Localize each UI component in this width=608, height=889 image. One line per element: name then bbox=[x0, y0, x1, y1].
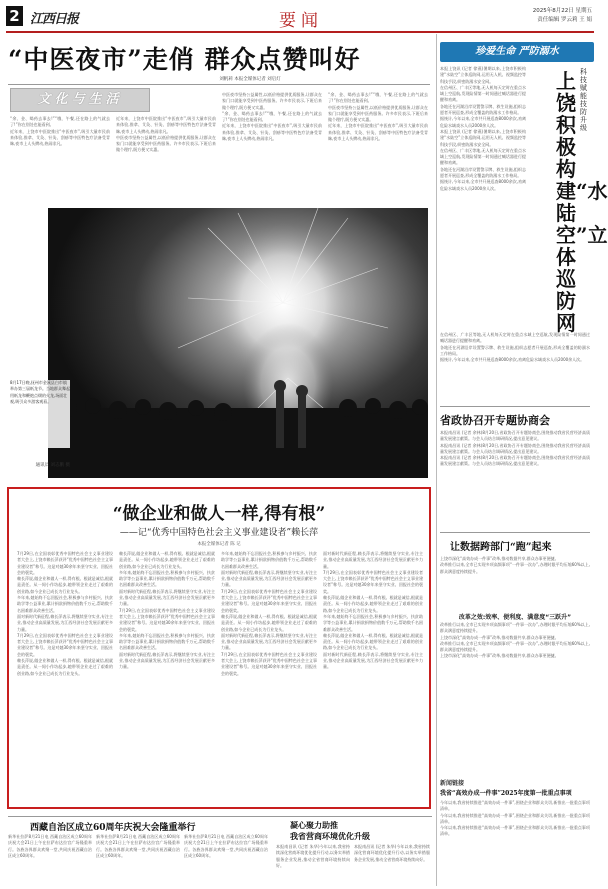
lead-paragraph: 近年来，上饶市中医院推出“中医夜市”,吸引大量市民前来体验,推拿、艾灸、针灸、刮痧等中医特色疗法备受青睐,夜市上人头攒动,热闹非凡。 bbox=[328, 123, 428, 142]
reform-subhead: 改革之效:效率、便利度、满意度“三跃升” bbox=[458, 614, 572, 621]
feature-paragraph: 面对新时代新征程,赖长萍表示,将继续坚守实业,专注主业,推动企业高质量发展,为江西经济社会发展贡献更多力量。 bbox=[119, 588, 215, 607]
right-intro-col bbox=[440, 66, 526, 328]
feature-paragraph: 赖长萍说,做企业和做人一样,得有根。根就是诚信,根就是责任。从一间小作坊起步,她带领企业走过了艰难的创业路,如今企业已成长为行业龙头。 bbox=[119, 551, 215, 569]
feature-paragraph: 多年来,她始终不忘回报社会,积极参与乡村振兴、扶贫助学等公益事业,累计捐款捐物价值数千万元,帮助数千名困难群众改善生活。 bbox=[221, 551, 317, 569]
right-paragraph: 本报上饶讯 (记者 徐燕)暑期以来,上饶市积极构建“水陆空”立体巡防网,运用无人机、视频监控等科技手段,织密防溺水安全网。 bbox=[440, 66, 526, 84]
lead-paragraph: 中医夜市坚持公益属性,以低价格提供优质服务,让群众在家门口就能享受到中医药服务。许多市民表示,下班后来做个理疗,既方便又实惠。 bbox=[328, 104, 428, 123]
news-link-paragraph: 今年以来,我省持续推进“高效办成一件事”,围绕企业和群众关切,新推出一批重点事项清单。 bbox=[440, 812, 590, 824]
feature-paragraph: 7月29日,在全国表彰优秀中国特色社会主义事业建设者大会上,上饶市赖长萍获评“优秀中国特色社会主义事业建设者”称号。这是对她30余年来坚守实业、回报社会的褒奖。 bbox=[323, 569, 423, 594]
right-body-col bbox=[440, 332, 590, 402]
lead-text-col-2 bbox=[116, 116, 216, 206]
right-side-tag: 科技赋能 技防升级 bbox=[580, 68, 587, 132]
feature-paragraph: 多年来,她始终不忘回报社会,积极参与乡村振兴、扶贫助学等公益事业,累计捐款捐物价值数千万元,帮助数千名困难群众改善生活。 bbox=[119, 632, 215, 651]
feature-paragraph: 赖长萍说,做企业和做人一样,得有根。根就是诚信,根就是责任。从一间小作坊起步,她带领企业走过了艰难的创业路,如今企业已成长为行业龙头。 bbox=[323, 595, 423, 613]
bottom-left-text-3 bbox=[184, 834, 268, 886]
lead-paragraph: 近年来，上饶市中医院推出“中医夜市”,吸引大量市民前来体验,推拿、艾灸、针灸、刮痧等中医特色疗法备受青睐,夜市上人头攒动,热闹非凡。 bbox=[10, 128, 110, 147]
bottom-left-paragraph: 新华社拉萨8月21日电 西藏自治区成立60周年庆祝大会21日上午在拉萨布达拉宫广场隆重举行。各族各界群众欢聚一堂,共同庆祝西藏自治区成立60周年。 bbox=[184, 834, 268, 858]
date-line: 2025年8月22日 星期五 bbox=[532, 8, 592, 14]
feature-text-col-2 bbox=[119, 551, 215, 805]
photo-caption bbox=[10, 380, 70, 448]
right-paragraph: 本报上饶讯 (记者 徐燕)暑期以来,上饶市积极构建“水陆空”立体巡防网,运用无人机、视频监控等科技手段,织密防溺水安全网。 bbox=[440, 128, 526, 147]
sparks-graphic bbox=[48, 208, 428, 478]
lead-paragraph: “余、金、喝药去事去!”“哦，午餐,还在路上的气就去了!”你在别处也能看到。 bbox=[10, 116, 110, 128]
reform-headline: 让数据跨部门“跑”起来 bbox=[450, 542, 552, 553]
feature-paragraph: 面对新时代新征程,赖长萍表示,将继续坚守实业,专注主业,推动企业高质量发展,为江西经济社会发展贡献更多力量。 bbox=[119, 651, 215, 670]
right-paragraph: 各地还在河湖沿岸设置警示牌、救生设施,组织志愿者开展巡查,形成全覆盖的防溺水工作格局。 bbox=[440, 166, 526, 179]
news-link-label: 新闻链接 bbox=[440, 780, 465, 787]
feature-paragraph: 7月29日,在全国表彰优秀中国特色社会主义事业建设者大会上,上饶市赖长萍获评“优秀中国特色社会主义事业建设者”称号。这是对她30余年来坚守实业、回报社会的褒奖。 bbox=[221, 651, 317, 676]
lead-text-col-4 bbox=[328, 92, 428, 206]
masthead-rule bbox=[6, 31, 594, 33]
feature-paragraph: 赖长萍说,做企业和做人一样,得有根。根就是诚信,根就是责任。从一间小作坊起步,她带领企业走过了艰难的创业路,如今企业已成长为行业龙头。 bbox=[17, 576, 113, 594]
right-rule-1 bbox=[440, 406, 590, 407]
photo-caption-text: 8月17日晚,抚州市金溪县白市镇举办第三届纸龙节。当地群众舞起用纸龙和鞭炮点缀的火龙,场面壮观,吸引众多游客观看。 bbox=[10, 380, 70, 404]
consult-headline: 省政协召开专题协商会 bbox=[440, 414, 550, 427]
lead-text-col-1 bbox=[10, 116, 110, 206]
feature-paragraph: 多年来,她始终不忘回报社会,积极参与乡村振兴、扶贫助学等公益事业,累计捐款捐物价值数千万元,帮助数千名困难群众改善生活。 bbox=[119, 569, 215, 588]
feature-text-col-4 bbox=[323, 551, 423, 805]
reform-text-2 bbox=[440, 622, 590, 772]
right-paragraph: 各地还在河湖沿岸设置警示牌、救生设施,组织志愿者开展巡查,形成全覆盖的防溺水工作格局。 bbox=[440, 103, 526, 116]
reform-paragraph: 改革推行以来,全市已实现多项高频事项“一件事一次办”,办理时限平均压缩60%以上,群众满意度持续提升。 bbox=[440, 640, 590, 653]
bottom-left-headline: 西藏自治区成立60周年庆祝大会隆重举行 bbox=[30, 823, 196, 833]
bottom-mid-text-1 bbox=[276, 844, 350, 886]
feature-paragraph: 赖长萍说,做企业和做人一样,得有根。根就是诚信,根就是责任。从一间小作坊起步,她带领企业走过了艰难的创业路,如今企业已成长为行业龙头。 bbox=[323, 632, 423, 651]
right-paragraph: 各地还在河湖沿岸设置警示牌、救生设施,组织志愿者开展巡查,形成全覆盖的防溺水工作格局。 bbox=[440, 344, 590, 356]
right-paragraph: 在信州区、广丰区等地,无人机每天定时在重点水域上空巡航,发现险情第一时间通过喊话器进行提醒和劝离。 bbox=[440, 84, 526, 103]
right-paragraph: 在信州区、广丰区等地,无人机每天定时在重点水域上空巡航,发现险情第一时间通过喊话器进行提醒和劝离。 bbox=[440, 147, 526, 166]
fire-dragon-photo bbox=[48, 208, 428, 478]
right-paragraph: 据统计,今年以来,全市共开展巡查8000余次,劝离危险水域戏水人员2000余人次。 bbox=[440, 179, 526, 191]
reform-paragraph: 改革推行以来,全市已实现多项高频事项“一件事一次办”,办理时限平均压缩60%以上,群众满意度持续提升。 bbox=[440, 562, 590, 574]
lead-headline: “中医夜市”走俏 群众点赞叫好 bbox=[8, 45, 361, 74]
masthead bbox=[6, 4, 594, 30]
feature-subheadline: ——记“优秀中国特色社会主义事业建设者”赖长萍 bbox=[119, 528, 319, 538]
bottom-left-paragraph: 新华社拉萨8月21日电 西藏自治区成立60周年庆祝大会21日上午在拉萨布达拉宫广场隆重举行。各族各界群众欢聚一堂,共同庆祝西藏自治区成立60周年。 bbox=[96, 834, 180, 858]
feature-box bbox=[7, 487, 431, 809]
lead-rule bbox=[8, 84, 430, 85]
feature-paragraph: 面对新时代新征程,赖长萍表示,将继续坚守实业,专注主业,推动企业高质量发展,为江西经济社会发展贡献更多力量。 bbox=[221, 632, 317, 651]
paper-name: 江西日报 bbox=[30, 12, 79, 27]
consult-text bbox=[440, 430, 590, 526]
feature-paragraph: 7月29日,在全国表彰优秀中国特色社会主义事业建设者大会上,上饶市赖长萍获评“优秀中国特色社会主义事业建设者”称号。这是对她30余年来坚守实业、回报社会的褒奖。 bbox=[17, 632, 113, 657]
feature-paragraph: 7月29日,在全国表彰优秀中国特色社会主义事业建设者大会上,上饶市赖长萍获评“优秀中国特色社会主义事业建设者”称号。这是对她30余年来坚守实业、回报社会的褒奖。 bbox=[17, 551, 113, 575]
lead-paragraph: “余、金、喝药去事去!”“哦，午餐,还在路上的气就去了!”你在别处也能看到。 bbox=[328, 92, 428, 104]
lead-paragraph: 近年来，上饶市中医院推出“中医夜市”,吸引大量市民前来体验,推拿、艾灸、针灸、刮痧等中医特色疗法备受青睐,夜市上人头攒动,热闹非凡。 bbox=[116, 116, 216, 134]
feature-text-col-1 bbox=[17, 551, 113, 805]
reform-paragraph: 上饶市深化“高效办成一件事”改革,推动数据共享,群众办事更便捷。 bbox=[440, 634, 559, 640]
feature-paragraph: 面对新时代新征程,赖长萍表示,将继续坚守实业,专注主业,推动企业高质量发展,为江西经济社会发展贡献更多力量。 bbox=[17, 613, 113, 632]
bottom-left-text-1 bbox=[8, 834, 92, 886]
feature-headline: “做企业和做人一样,得有根” bbox=[112, 504, 326, 524]
lead-byline: 刘帆莉 本报全媒体记者 刘启灯 bbox=[219, 77, 281, 82]
feature-paragraph: 7月29日,在全国表彰优秀中国特色社会主义事业建设者大会上,上饶市赖长萍获评“优秀中国特色社会主义事业建设者”称号。这是对她30余年来坚守实业、回报社会的褒奖。 bbox=[119, 607, 215, 632]
right-paragraph: 据统计,今年以来,全市共开展巡查8000余次,劝离危险水域戏水人员2000余人次。 bbox=[440, 357, 585, 363]
bottom-mid-paragraph: 本报南昌讯 (记者 朱华)今年以来,我省持续深化营商环境优化提升行动,以务实举措服务企业发展,推动全省营商环境持续向好。 bbox=[354, 844, 430, 862]
consult-paragraph: 本报南昌讯 (记者 余林)8月20日,省政协召开专题协商会,围绕推动我省民营经济高质量发展建言献策。与会人员结合调研情况,提出意见建议。 bbox=[440, 442, 590, 454]
right-rule-2 bbox=[440, 532, 590, 533]
bottom-mid-text-2 bbox=[354, 844, 430, 886]
feature-paragraph: 赖长萍说,做企业和做人一样,得有根。根就是诚信,根就是责任。从一间小作坊起步,她带领企业走过了艰难的创业路,如今企业已成长为行业龙头。 bbox=[221, 613, 317, 632]
feature-paragraph: 赖长萍说,做企业和做人一样,得有根。根就是诚信,根就是责任。从一间小作坊起步,她带领企业走过了艰难的创业路,如今企业已成长为行业龙头。 bbox=[17, 658, 113, 676]
feature-paragraph: 多年来,她始终不忘回报社会,积极参与乡村振兴、扶贫助学等公益事业,累计捐款捐物价值数千万元,帮助数千名困难群众改善生活。 bbox=[323, 613, 423, 632]
safety-banner-text: 珍爱生命 严防溺水 bbox=[475, 46, 559, 57]
right-column-divider bbox=[436, 34, 437, 886]
reform-paragraph: 上饶市深化“高效办成一件事”改革,推动数据共享,群众办事更便捷。 bbox=[440, 653, 559, 659]
photo-credit: 通讯员 刘志鹏 摄 bbox=[35, 463, 70, 468]
feature-paragraph: 面对新时代新征程,赖长萍表示,将继续坚守实业,专注主业,推动企业高质量发展,为江西经济社会发展贡献更多力量。 bbox=[323, 651, 423, 670]
news-link-headline: 我省“高效办成一件事”2025年度第一批重点事项 bbox=[440, 790, 572, 797]
editors: 责任编辑 罗云莉 王 娟 bbox=[537, 17, 592, 23]
news-link-paragraph: 今年以来,我省持续推进“高效办成一件事”,围绕企业和群众关切,新推出一批重点事项清单。 bbox=[440, 800, 590, 812]
feature-byline: 本报全媒体记者 陈 记 bbox=[197, 542, 241, 547]
column-banner-text: 文化与生活 bbox=[37, 92, 123, 107]
lead-paragraph: 中医夜市坚持公益属性,以低价格提供优质服务,让群众在家门口就能享受到中医药服务。许多市民表示,下班后来做个理疗,既方便又实惠。 bbox=[116, 134, 216, 153]
bottom-left-paragraph: 新华社拉萨8月21日电 西藏自治区成立60周年庆祝大会21日上午在拉萨布达拉宫广场隆重举行。各族各界群众欢聚一堂,共同庆祝西藏自治区成立60周年。 bbox=[8, 834, 92, 858]
page-number: 2 bbox=[6, 6, 23, 26]
right-headline: 上饶积极构建“水陆空”立体巡防网 bbox=[556, 69, 608, 335]
lead-text-col-3 bbox=[222, 92, 322, 206]
lead-paragraph: 中医夜市坚持公益属性,以低价格提供优质服务,让群众在家门口就能享受到中医药服务。许多市民表示,下班后来做个理疗,既方便又实惠。 bbox=[222, 92, 322, 110]
consult-paragraph: 本报南昌讯 (记者 余林)8月20日,省政协召开专题协商会,围绕推动我省民营经济高质量发展建言献策。与会人员结合调研情况,提出意见建议。 bbox=[440, 455, 590, 467]
safety-banner bbox=[440, 42, 594, 62]
bottom-mid-kicker: 凝心聚力助推 bbox=[290, 820, 338, 830]
lead-paragraph: “余、金、喝药去事去!”“哦，午餐,还在路上的气就去了!”你在别处也能看到。 bbox=[222, 110, 322, 123]
bottom-mid-headline: 我省营商环境优化升级 bbox=[290, 831, 370, 841]
reform-paragraph: 改革推行以来,全市已实现多项高频事项“一件事一次办”,办理时限平均压缩60%以上,群众满意度持续提升。 bbox=[440, 622, 590, 634]
bottom-mid-paragraph: 本报南昌讯 (记者 朱华)今年以来,我省持续深化营商环境优化提升行动,以务实举措服务企业发展,推动全省营商环境持续向好。 bbox=[276, 844, 350, 868]
right-paragraph: 在信州区、广丰区等地,无人机每天定时在重点水域上空巡航,发现险情第一时间通过喊话器进行提醒和劝离。 bbox=[440, 332, 590, 344]
section-name: 要闻 bbox=[279, 11, 323, 31]
feature-text-col-3 bbox=[221, 551, 317, 805]
reform-paragraph: 上饶市深化“高效办成一件事”改革,推动数据共享,群众办事更便捷。 bbox=[440, 556, 559, 561]
consult-paragraph: 本报南昌讯 (记者 余林)8月20日,省政协召开专题协商会,围绕推动我省民营经济高质量发展建言献策。与会人员结合调研情况,提出意见建议。 bbox=[440, 430, 590, 442]
column-banner bbox=[10, 88, 150, 112]
feature-paragraph: 面对新时代新征程,赖长萍表示,将继续坚守实业,专注主业,推动企业高质量发展,为江西经济社会发展贡献更多力量。 bbox=[221, 569, 317, 588]
bottom-left-text-2 bbox=[96, 834, 180, 886]
feature-paragraph: 多年来,她始终不忘回报社会,积极参与乡村振兴、扶贫助学等公益事业,累计捐款捐物价值数千万元,帮助数千名困难群众改善生活。 bbox=[17, 595, 113, 613]
feature-paragraph: 面对新时代新征程,赖长萍表示,将继续坚守实业,专注主业,推动企业高质量发展,为江西经济社会发展贡献更多力量。 bbox=[323, 551, 423, 569]
lead-paragraph: 近年来，上饶市中医院推出“中医夜市”,吸引大量市民前来体验,推拿、艾灸、针灸、刮痧等中医特色疗法备受青睐,夜市上人头攒动,热闹非凡。 bbox=[222, 123, 322, 142]
news-link-paragraph: 今年以来,我省持续推进“高效办成一件事”,围绕企业和群众关切,新推出一批重点事项清单。 bbox=[440, 825, 590, 837]
news-link-text bbox=[440, 800, 590, 886]
reform-text bbox=[440, 556, 590, 608]
bottom-rule bbox=[8, 816, 432, 817]
feature-paragraph: 7月29日,在全国表彰优秀中国特色社会主义事业建设者大会上,上饶市赖长萍获评“优秀中国特色社会主义事业建设者”称号。这是对她30余年来坚守实业、回报社会的褒奖。 bbox=[221, 588, 317, 613]
right-paragraph: 据统计,今年以来,全市共开展巡查8000余次,劝离危险水域戏水人员2000余人次。 bbox=[440, 116, 526, 128]
